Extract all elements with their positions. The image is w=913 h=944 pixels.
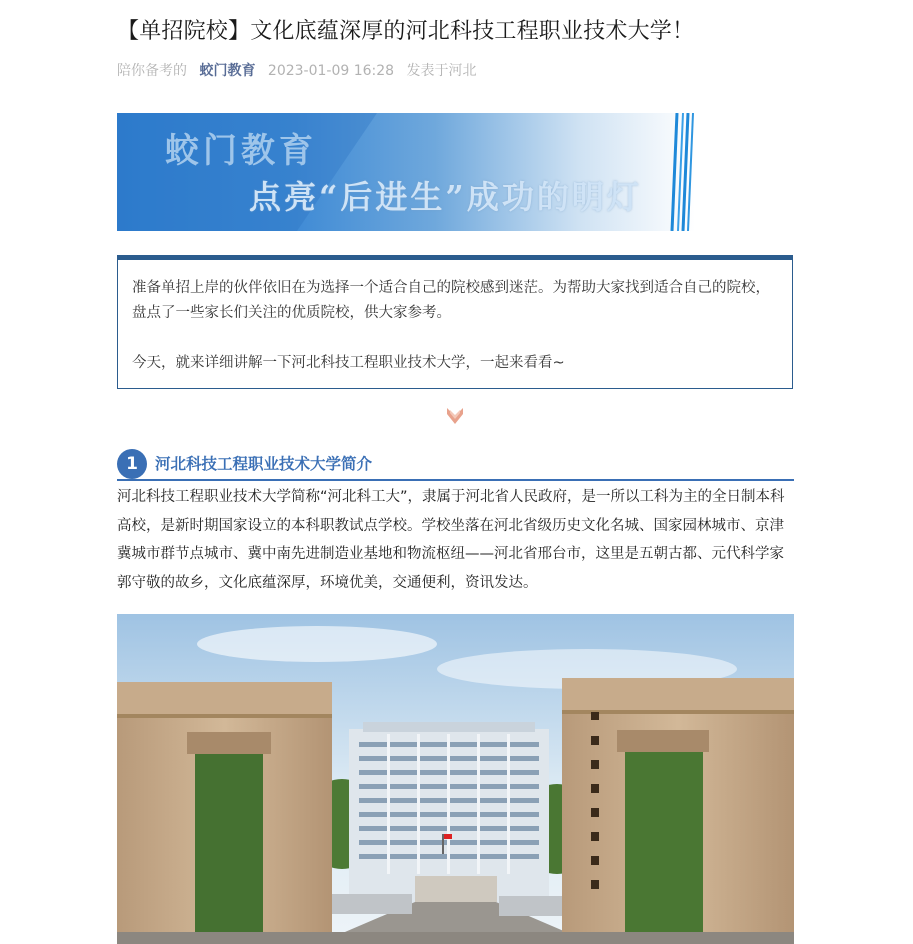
intro-paragraph-1: 准备单招上岸的伙伴依旧在为选择一个适合自己的院校感到迷茫。为帮助大家找到适合自己的院校，盘点了一些家长们关注的优质院校，供大家参考。 — [132, 280, 770, 321]
section-number-badge: 1 — [117, 449, 147, 479]
banner-brand: 蛟门教育 — [165, 131, 317, 171]
article-title: 【单招院校】文化底蕴深厚的河北科技工程职业技术大学！ — [117, 19, 695, 44]
campus-gate-photo — [117, 614, 794, 944]
section-underline — [117, 479, 794, 481]
intro-box — [117, 255, 793, 389]
promo-banner — [117, 113, 695, 231]
campus-gate-illustration — [117, 614, 794, 944]
article-meta — [117, 60, 485, 82]
author-label: 陪你备考的 — [117, 63, 187, 79]
intro-paragraph-2: 今天，就来详细讲解一下河北科技工程职业技术大学，一起来看看~ — [132, 355, 565, 371]
section-body-text: 河北科技工程职业技术大学简称“河北科工大”，隶属于河北省人民政府，是一所以工科为主的全日制本科高校，是新时期国家设立的本科职教试点学校。学校坐落在河北省级历史文化名城、国家园林城市、京津冀城市群节点城市、冀中南先进制造业基地和物流枢纽——河北省邢台市，这里是五朝古都、元代科学家郭守敬的故乡，文化底蕴深厚，环境优美，交通便利，资讯发达。 — [117, 489, 785, 591]
chevron-down-icon — [446, 406, 464, 430]
account-link[interactable]: 蛟门教育 — [199, 63, 256, 79]
publish-location: 发表于河北 — [406, 63, 477, 79]
publish-datetime: 2023-01-09 16:28 — [267, 63, 395, 79]
banner-slogan: 点亮“后进生”成功的明灯 — [249, 178, 642, 216]
section-title: 河北科技工程职业技术大学简介 — [155, 455, 373, 473]
section-header — [117, 447, 794, 483]
